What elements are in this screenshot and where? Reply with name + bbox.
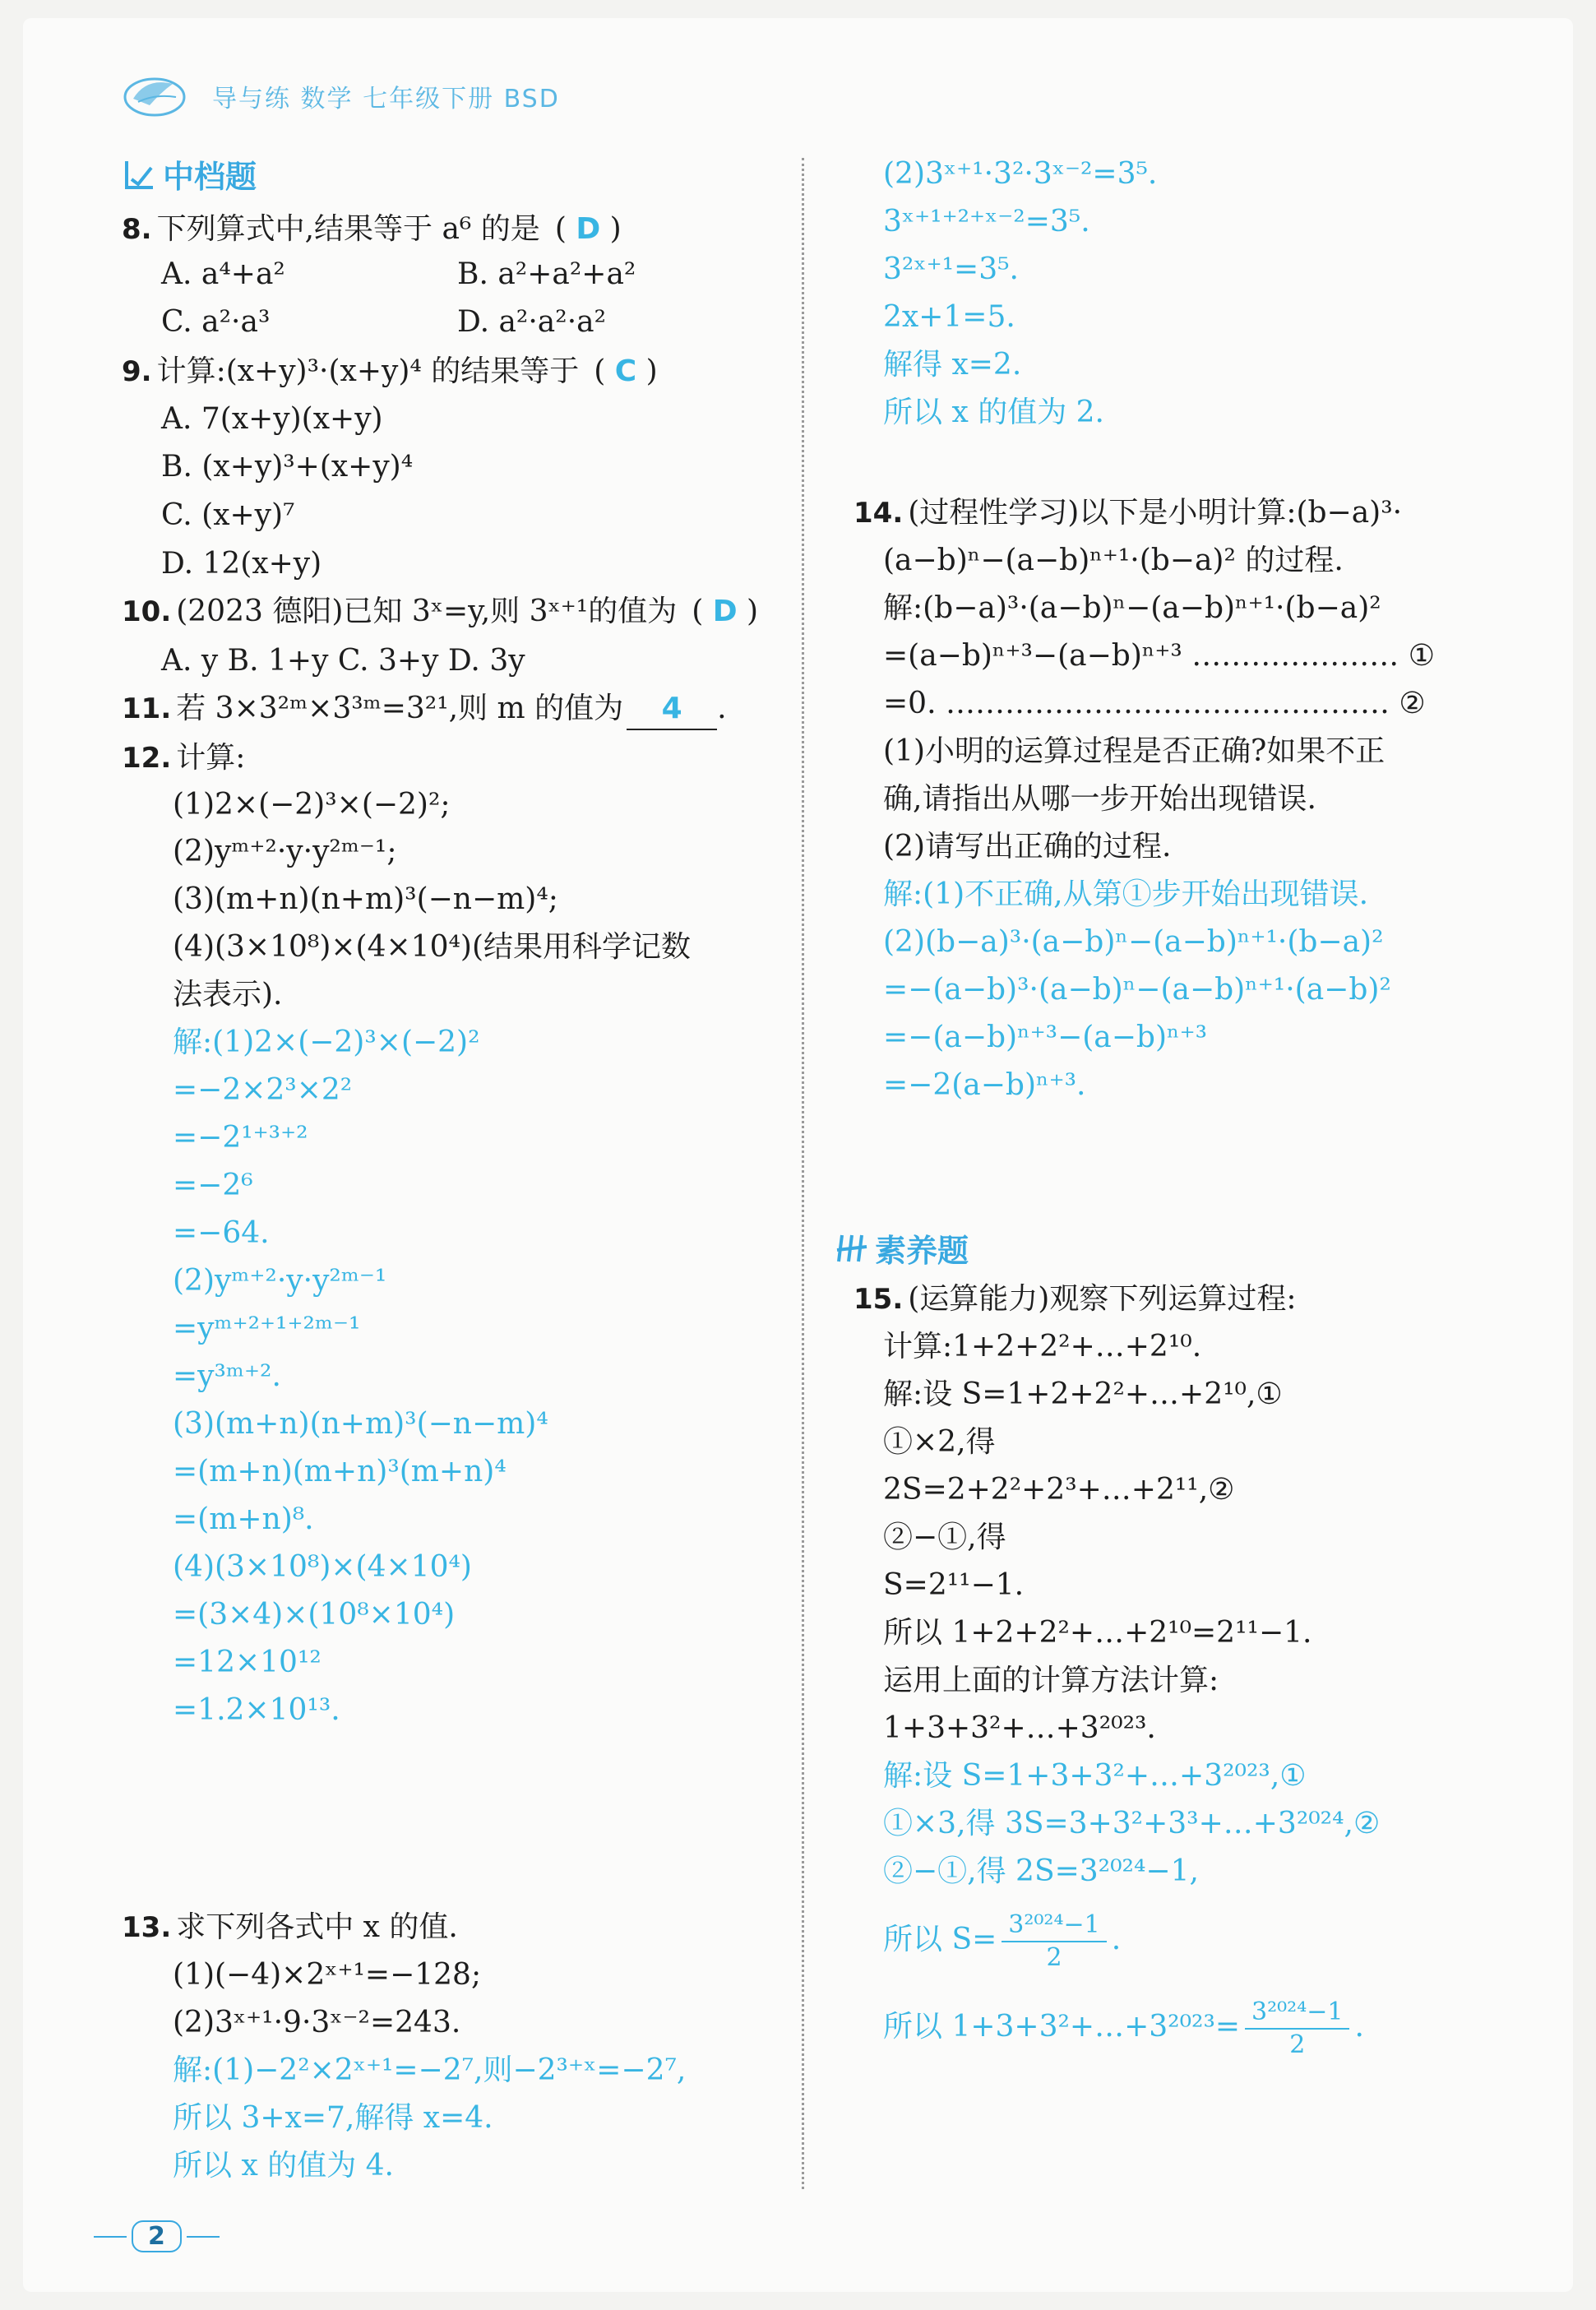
text-line	[883, 345, 1021, 385]
fraction-suffix: .	[1111, 1923, 1122, 1956]
text-line	[883, 1470, 1234, 1510]
answer-text: (2)yᵐ⁺²·y·y²ᵐ⁻¹	[173, 1264, 387, 1298]
question-number: 10.	[122, 595, 172, 628]
question-text: C. a²·a³	[161, 305, 271, 339]
text-line	[883, 1375, 1283, 1414]
text-line	[883, 155, 1157, 194]
question-text: ②−①,得	[883, 1521, 1006, 1554]
question-text: ①×2,得	[883, 1425, 996, 1459]
text-line	[457, 303, 606, 342]
question-number: 8.	[122, 213, 152, 246]
text-line	[883, 589, 1381, 628]
text-line	[883, 1327, 1201, 1367]
text-line	[173, 785, 451, 825]
text-line	[883, 1661, 1219, 1701]
text-line	[883, 1566, 1024, 1605]
text-line	[161, 544, 322, 584]
question-number: 13.	[122, 1911, 172, 1944]
text-line	[883, 250, 1019, 289]
text-line	[883, 732, 1385, 771]
answer-text: 解:(1)−2²×2ˣ⁺¹=−2⁷,则−2³⁺ˣ=−2⁷,	[173, 2053, 687, 2087]
text-line	[161, 303, 270, 342]
question-text: =0. ……………………………………… ②	[883, 687, 1426, 720]
question-text: A. 7(x+y)(x+y)	[161, 402, 383, 436]
question-text: (1)小明的运算过程是否正确?如果不正	[883, 734, 1386, 768]
question-text: (2)请写出正确的过程.	[883, 830, 1172, 863]
text-line	[161, 255, 285, 294]
answer-text: =yᵐ⁺²⁺¹⁺²ᵐ⁻¹	[173, 1312, 361, 1345]
answer-text: (2)(b−a)³·(a−b)ⁿ−(a−b)ⁿ⁺¹·(b−a)²	[883, 925, 1384, 959]
text-line	[883, 1757, 1307, 1796]
text-line	[173, 2146, 394, 2186]
text-line	[883, 1423, 996, 1462]
answer-text: =(3×4)×(10⁸×10⁴)	[173, 1598, 456, 1632]
fraction-suffix: .	[1354, 2010, 1364, 2044]
text-line: 11. 若 3×3²ᵐ×3³ᵐ=3²¹,则 m 的值为 4 .	[122, 689, 727, 730]
question-text: (4)(3×10⁸)×(4×10⁴)(结果用科学记数	[173, 930, 692, 964]
text-line	[883, 1804, 1380, 1844]
text-line	[173, 975, 283, 1015]
question-text: (1)2×(−2)³×(−2)²;	[173, 788, 451, 822]
fraction	[1245, 1997, 1349, 2061]
text-line	[883, 1518, 1006, 1558]
answer-text: ②−①,得 2S=3²⁰²⁴−1,	[883, 1854, 1199, 1888]
answer-text: =−2⁶	[173, 1169, 253, 1202]
text-line	[122, 738, 245, 778]
header-title: 导与练 数学 七年级下册 BSD	[212, 85, 560, 113]
question-text: 解:设 S=1+2+2²+…+2¹⁰,①	[883, 1377, 1283, 1411]
fraction-numerator: 3²⁰²⁴−1	[1245, 1997, 1349, 2030]
question-text: C. (x+y)⁷	[161, 498, 295, 532]
question-text: 法表示).	[173, 978, 283, 1011]
question-text: 确,请指出从哪一步开始出现错误.	[883, 782, 1316, 816]
text-line	[883, 637, 1435, 676]
pencil-check-icon	[123, 158, 156, 191]
section-mid-label: 中档题	[163, 159, 257, 195]
answer-text: =1.2×10¹³.	[173, 1693, 340, 1727]
answer-text: 解得 x=2.	[883, 348, 1022, 382]
question-text: A. a⁴+a²	[161, 257, 285, 291]
question-text: B. a²+a²+a²	[457, 257, 636, 291]
text-line	[122, 592, 758, 632]
text-line	[883, 923, 1384, 962]
answer-text: =−(a−b)ⁿ⁺³−(a−b)ⁿ⁺³	[883, 1021, 1208, 1054]
text-line	[883, 1709, 1156, 1748]
question-text: (2023 德阳)已知 3ˣ=y,则 3ˣ⁺¹的值为	[176, 595, 678, 628]
fraction-line	[883, 1997, 1364, 2061]
answer-text: (4)(3×10⁸)×(4×10⁴)	[173, 1550, 472, 1584]
hash-marks-icon	[835, 1232, 868, 1265]
text-line	[173, 1595, 455, 1635]
text-line	[883, 1018, 1207, 1058]
question-number: 11.	[122, 692, 172, 725]
answer-text: =(m+n)⁸.	[173, 1502, 314, 1536]
text-line	[883, 684, 1426, 724]
text-line	[173, 1118, 308, 1158]
answer-bracket: ( C )	[594, 354, 658, 388]
answer-text: 2x+1=5.	[883, 300, 1015, 334]
text-line	[122, 1908, 458, 1947]
question-number: 15.	[854, 1283, 904, 1316]
text-line	[173, 880, 558, 919]
answer-bracket: ( D )	[692, 595, 759, 628]
fraction-denominator: 2	[1289, 2030, 1306, 2059]
text-line	[161, 641, 525, 681]
text-line	[161, 447, 413, 487]
book-logo-icon	[122, 69, 187, 120]
text-line	[122, 352, 658, 391]
text-line	[173, 1691, 340, 1730]
text-line	[173, 1956, 481, 1995]
column-divider	[802, 158, 804, 2189]
fraction-line	[883, 1910, 1121, 1974]
text-line	[883, 298, 1015, 337]
fraction	[1002, 1910, 1106, 1974]
question-number: 12.	[122, 742, 172, 775]
question-text: (3)(m+n)(n+m)³(−n−m)⁴;	[173, 882, 558, 916]
answer-text: =−2¹⁺³⁺²	[173, 1121, 308, 1155]
answer-text: =−2(a−b)ⁿ⁺³.	[883, 1068, 1086, 1102]
answer-text: =y³ᵐ⁺².	[173, 1359, 281, 1393]
choice-answer: D	[712, 595, 738, 628]
answer-text: ①×3,得 3S=3+3²+3³+…+3²⁰²⁴,②	[883, 1807, 1381, 1840]
text-line	[161, 496, 294, 535]
page-number-label: 2	[132, 2220, 182, 2252]
text-line	[854, 493, 1402, 533]
answer-text: 解:(1)不正确,从第①步开始出现错误.	[883, 877, 1369, 911]
text-line	[173, 1405, 548, 1444]
question-text: 2S=2+2²+2³+…+2¹¹,②	[883, 1473, 1235, 1507]
text-line	[173, 1643, 322, 1683]
section-mid-heading	[123, 151, 257, 197]
fraction-denominator: 2	[1046, 1943, 1062, 1972]
choice-answer: D	[576, 212, 601, 246]
answer-text: 解:设 S=1+3+3²+…+3²⁰²³,①	[883, 1759, 1307, 1793]
question-text: A. y B. 1+y C. 3+y D. 3y	[161, 644, 525, 678]
answer-text: 所以 x 的值为 4.	[173, 2149, 394, 2183]
question-text: B. (x+y)³+(x+y)⁴	[161, 450, 414, 484]
text-line	[173, 928, 691, 967]
text-line	[883, 875, 1368, 914]
answer-text: 所以 x 的值为 2.	[883, 396, 1104, 429]
choice-answer: C	[614, 354, 637, 388]
text-line	[883, 780, 1316, 819]
answer-text: (3)(m+n)(n+m)³(−n−m)⁴	[173, 1407, 548, 1441]
text-line	[883, 202, 1090, 242]
answer-text: 所以 3+x=7,解得 x=4.	[173, 2101, 493, 2135]
answer-text: (2)3ˣ⁺¹·3²·3ˣ⁻²=3⁵.	[883, 157, 1158, 191]
text-line	[883, 541, 1344, 581]
question-number: 14.	[854, 497, 904, 530]
question-text: 所以 1+2+2²+…+2¹⁰=2¹¹−1.	[883, 1616, 1312, 1650]
text-line	[883, 1066, 1085, 1105]
fill-in-answer: 4	[627, 689, 717, 730]
fraction-prefix: 所以 S=	[883, 1923, 997, 1956]
text-line	[173, 2051, 686, 2090]
fraction-prefix: 所以 1+3+3²+…+3²⁰²³=	[883, 2010, 1241, 2044]
text-line	[173, 1548, 472, 1587]
question-text: (1)(−4)×2ˣ⁺¹=−128;	[173, 1958, 482, 1992]
question-text: 求下列各式中 x 的值.	[176, 1910, 458, 1944]
text-line	[883, 827, 1171, 867]
question-text: =(a−b)ⁿ⁺³−(a−b)ⁿ⁺³ ………………… ①	[883, 639, 1436, 673]
text-line	[457, 255, 636, 294]
question-text: 计算:	[176, 741, 246, 775]
question-text: D. 12(x+y)	[161, 547, 322, 581]
question-text: 解:(b−a)³·(a−b)ⁿ−(a−b)ⁿ⁺¹·(b−a)²	[883, 591, 1381, 625]
question-text: 计算:(x+y)³·(x+y)⁴ 的结果等于	[156, 354, 580, 388]
fraction-numerator: 3²⁰²⁴−1	[1002, 1910, 1106, 1942]
text-line	[173, 2003, 460, 2043]
text-line	[173, 1309, 360, 1349]
answer-text: 解:(1)2×(−2)³×(−2)²	[173, 1025, 480, 1059]
text-line	[173, 1214, 270, 1253]
text-line	[173, 1452, 507, 1492]
answer-text: =−64.	[173, 1216, 270, 1250]
text-line	[883, 970, 1391, 1010]
question-text: (2)3ˣ⁺¹·9·3ˣ⁻²=243.	[173, 2006, 461, 2039]
answer-text: 3ˣ⁺¹⁺²⁺ˣ⁻²=3⁵.	[883, 205, 1090, 238]
page-number	[89, 2220, 224, 2252]
question-text: (过程性学习)以下是小明计算:(b−a)³·	[908, 496, 1403, 530]
text-line	[173, 832, 396, 872]
text-line	[173, 1166, 253, 1206]
text-line	[161, 400, 383, 439]
question-text: D. a²·a²·a²	[457, 305, 607, 339]
question-text: (a−b)ⁿ−(a−b)ⁿ⁺¹·(b−a)² 的过程.	[883, 544, 1344, 577]
answer-bracket: ( D )	[554, 212, 622, 246]
text-line	[883, 393, 1104, 433]
question-text: 下列算式中,结果等于 a⁶ 的是	[156, 212, 540, 246]
text-line	[173, 1261, 386, 1301]
text-line	[122, 210, 622, 249]
text-line	[883, 1852, 1199, 1891]
question-text: (运算能力)观察下列运算过程:	[908, 1282, 1297, 1316]
question-text: 运用上面的计算方法计算:	[883, 1664, 1219, 1697]
answer-text: =(m+n)(m+n)³(m+n)⁴	[173, 1455, 507, 1488]
section-literacy-heading	[835, 1225, 969, 1271]
question-text: (2)yᵐ⁺²·y·y²ᵐ⁻¹;	[173, 835, 397, 868]
text-line	[173, 1071, 352, 1110]
question-text: 1+3+3²+…+3²⁰²³.	[883, 1711, 1156, 1745]
question-number: 9.	[122, 355, 152, 388]
text-line	[854, 1280, 1296, 1319]
answer-text: =−2×2³×2²	[173, 1073, 353, 1107]
answer-text: =12×10¹²	[173, 1646, 322, 1679]
text-line	[173, 2099, 493, 2138]
text-line	[173, 1023, 480, 1062]
question-text: S=2¹¹−1.	[883, 1568, 1025, 1602]
section-literacy-label: 素养题	[875, 1233, 969, 1269]
text-line	[883, 1613, 1311, 1653]
text-line	[173, 1500, 314, 1539]
question-text: 若 3×3²ᵐ×3³ᵐ=3²¹,则 m 的值为	[176, 692, 624, 725]
question-text: 计算:1+2+2²+…+2¹⁰.	[883, 1330, 1202, 1363]
answer-text: 3²ˣ⁺¹=3⁵.	[883, 252, 1019, 286]
text-line	[173, 1357, 281, 1396]
answer-text: =−(a−b)³·(a−b)ⁿ−(a−b)ⁿ⁺¹·(a−b)²	[883, 973, 1391, 1007]
